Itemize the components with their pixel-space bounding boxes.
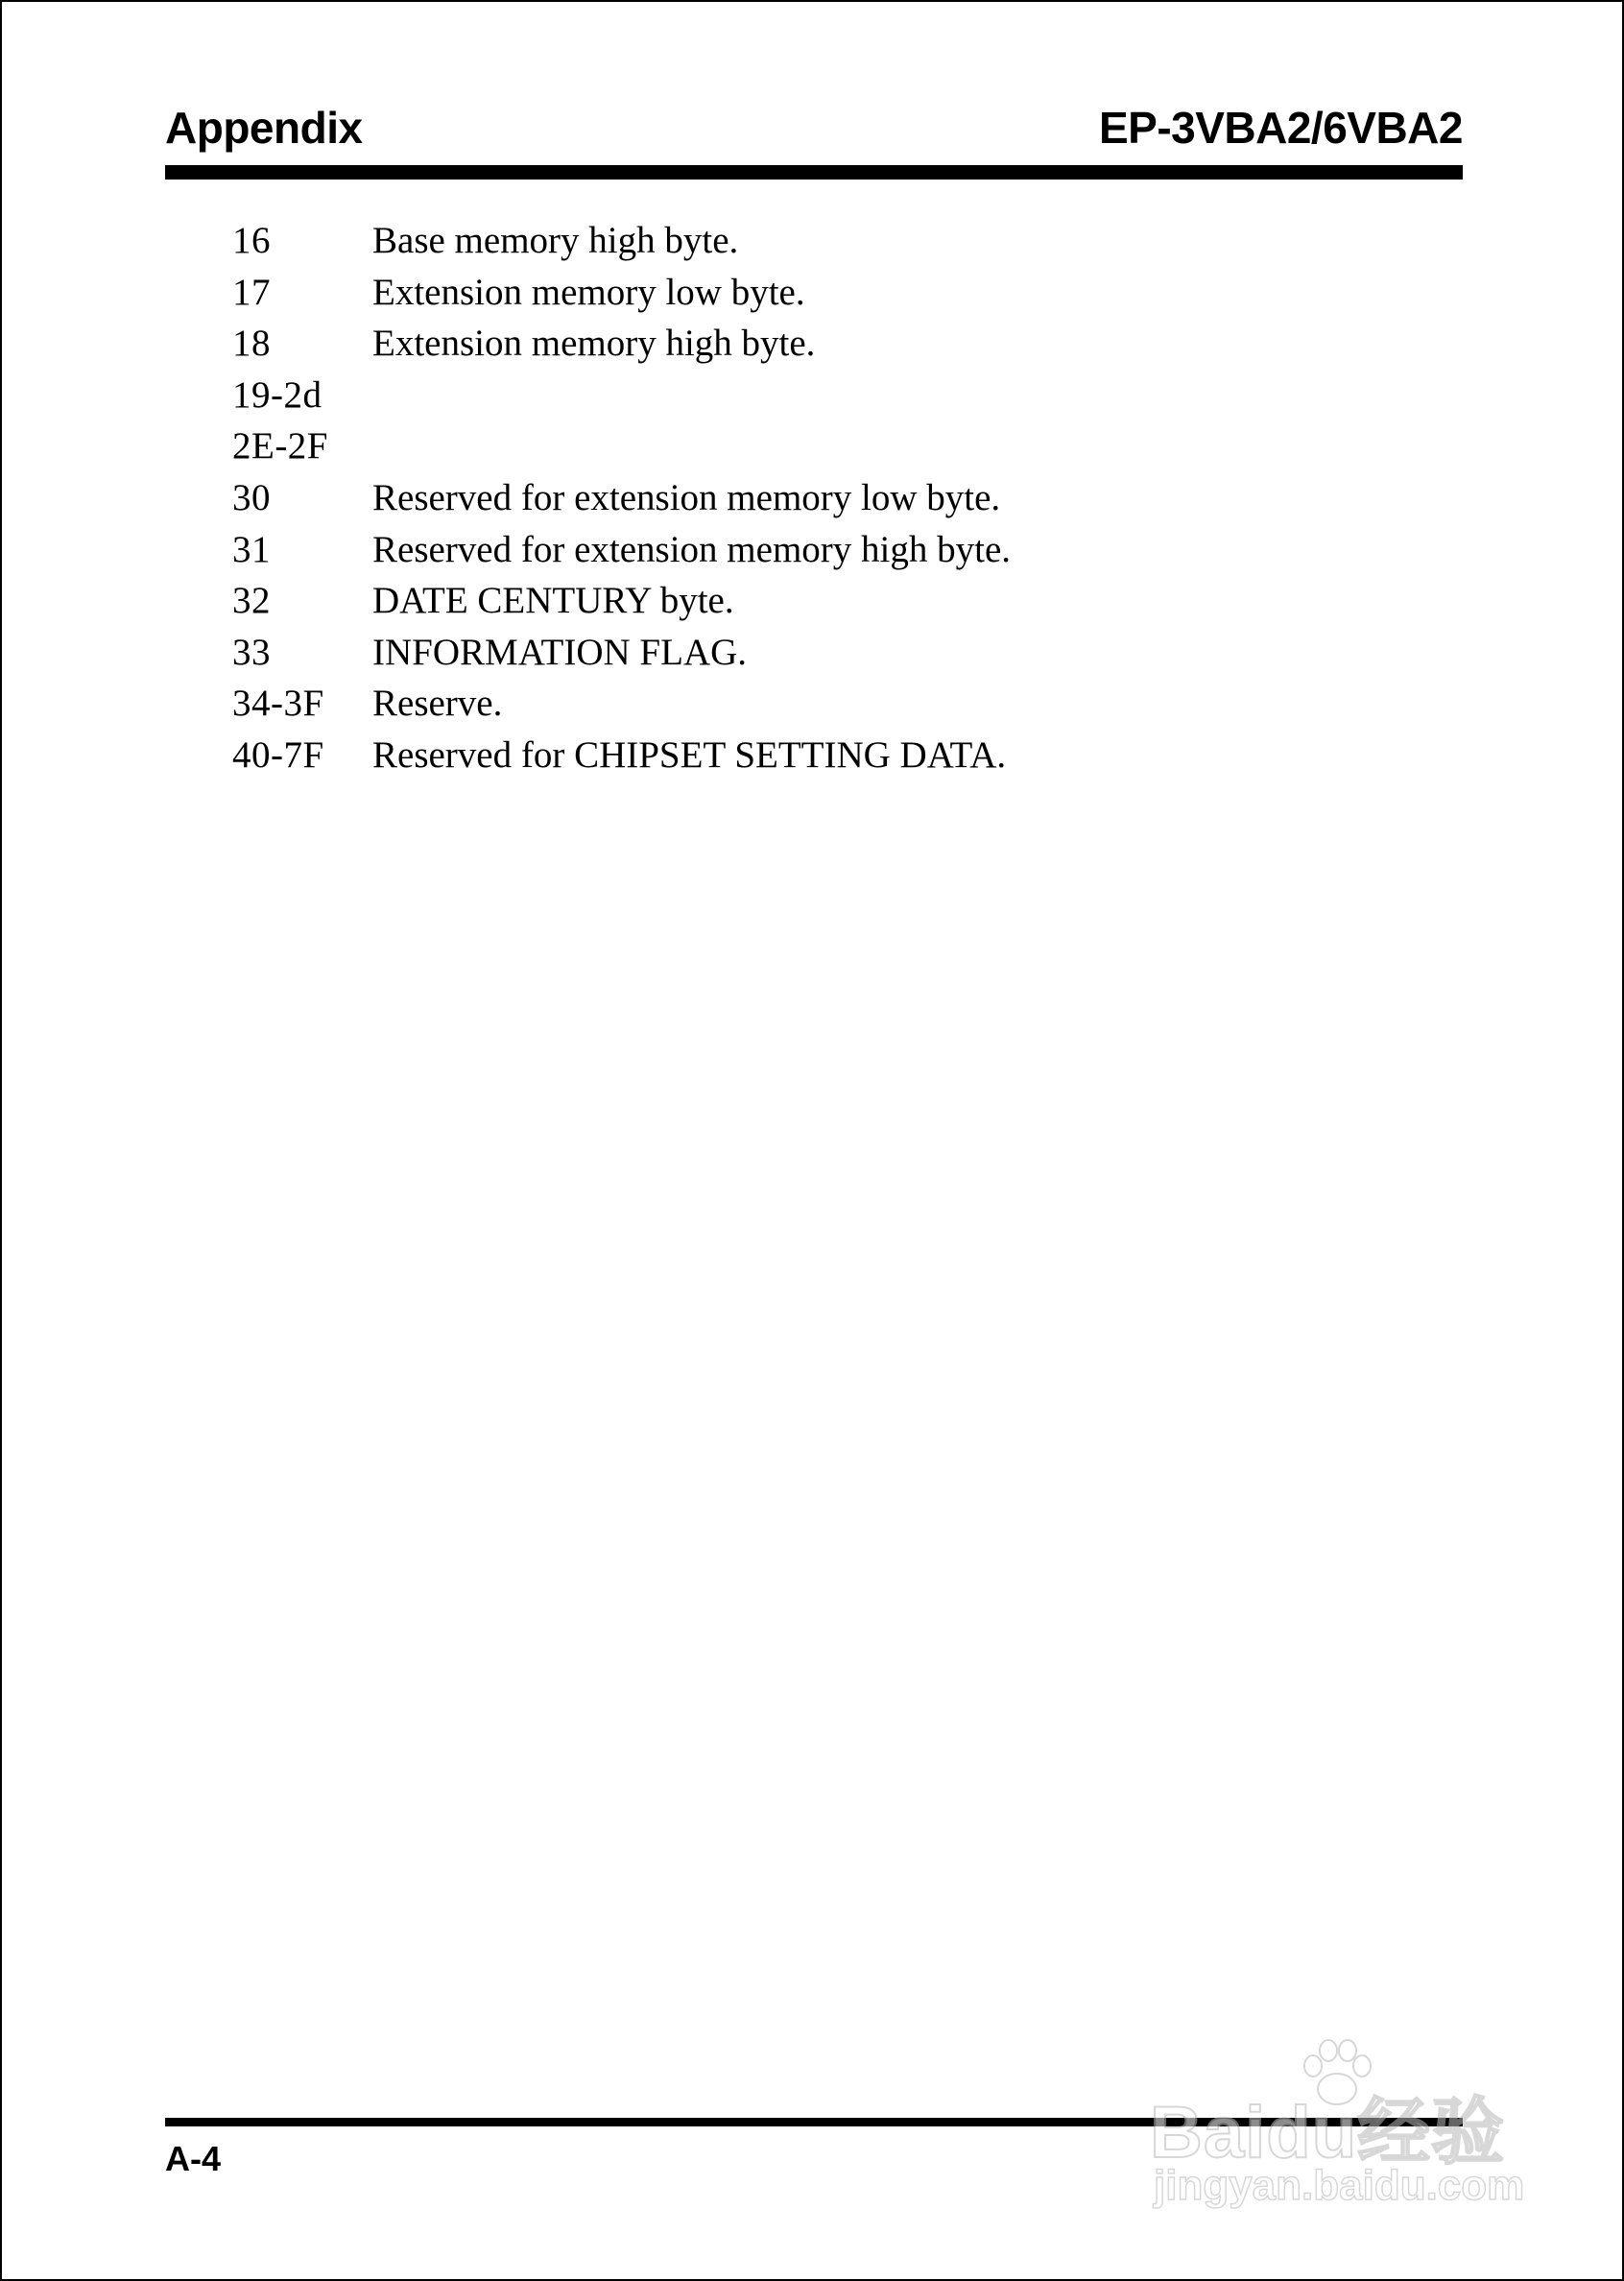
watermark-url: jingyan.baidu.com xyxy=(1154,2162,1525,2209)
list-item xyxy=(232,575,1384,627)
register-address: 2E-2F xyxy=(232,425,328,468)
list-item xyxy=(232,215,1384,267)
cmos-register-list xyxy=(232,215,1384,781)
section-title: Appendix xyxy=(165,103,363,153)
list-item xyxy=(232,370,1384,421)
list-item xyxy=(232,420,1384,472)
register-description: Reserved for extension memory low byte. xyxy=(372,476,1001,518)
model-title: EP-3VBA2/6VBA2 xyxy=(1098,103,1463,153)
register-description: Reserved for extension memory high byte. xyxy=(372,528,1011,570)
register-address: 19-2d xyxy=(232,373,322,416)
register-description: Reserve. xyxy=(372,683,503,725)
header-rule xyxy=(165,165,1463,180)
page-number: A-4 xyxy=(165,2139,222,2178)
register-address: 33 xyxy=(232,631,271,673)
register-description: Base memory high byte. xyxy=(372,220,739,261)
list-item xyxy=(232,524,1384,576)
list-item xyxy=(232,730,1384,781)
register-description: Extension memory high byte. xyxy=(372,323,816,365)
watermark-brand: Baidu经验 xyxy=(1150,2092,1506,2173)
list-item xyxy=(232,627,1384,679)
register-description: DATE CENTURY byte. xyxy=(372,580,734,622)
register-address: 31 xyxy=(232,528,271,570)
register-address: 16 xyxy=(232,220,271,261)
register-description: Extension memory low byte. xyxy=(372,271,805,313)
register-description: Reserved for CHIPSET SETTING DATA. xyxy=(372,733,1007,776)
baidu-watermark xyxy=(1150,2035,1534,2227)
list-item xyxy=(232,678,1384,730)
register-address: 17 xyxy=(232,271,271,313)
register-address: 40-7F xyxy=(232,733,324,776)
register-address: 34-3F xyxy=(232,683,324,725)
register-description: INFORMATION FLAG. xyxy=(372,631,748,673)
list-item xyxy=(232,267,1384,319)
list-item xyxy=(232,472,1384,524)
page-header xyxy=(165,102,1463,159)
register-address: 18 xyxy=(232,323,271,365)
register-address: 30 xyxy=(232,476,271,518)
register-address: 32 xyxy=(232,580,271,622)
list-item xyxy=(232,318,1384,370)
